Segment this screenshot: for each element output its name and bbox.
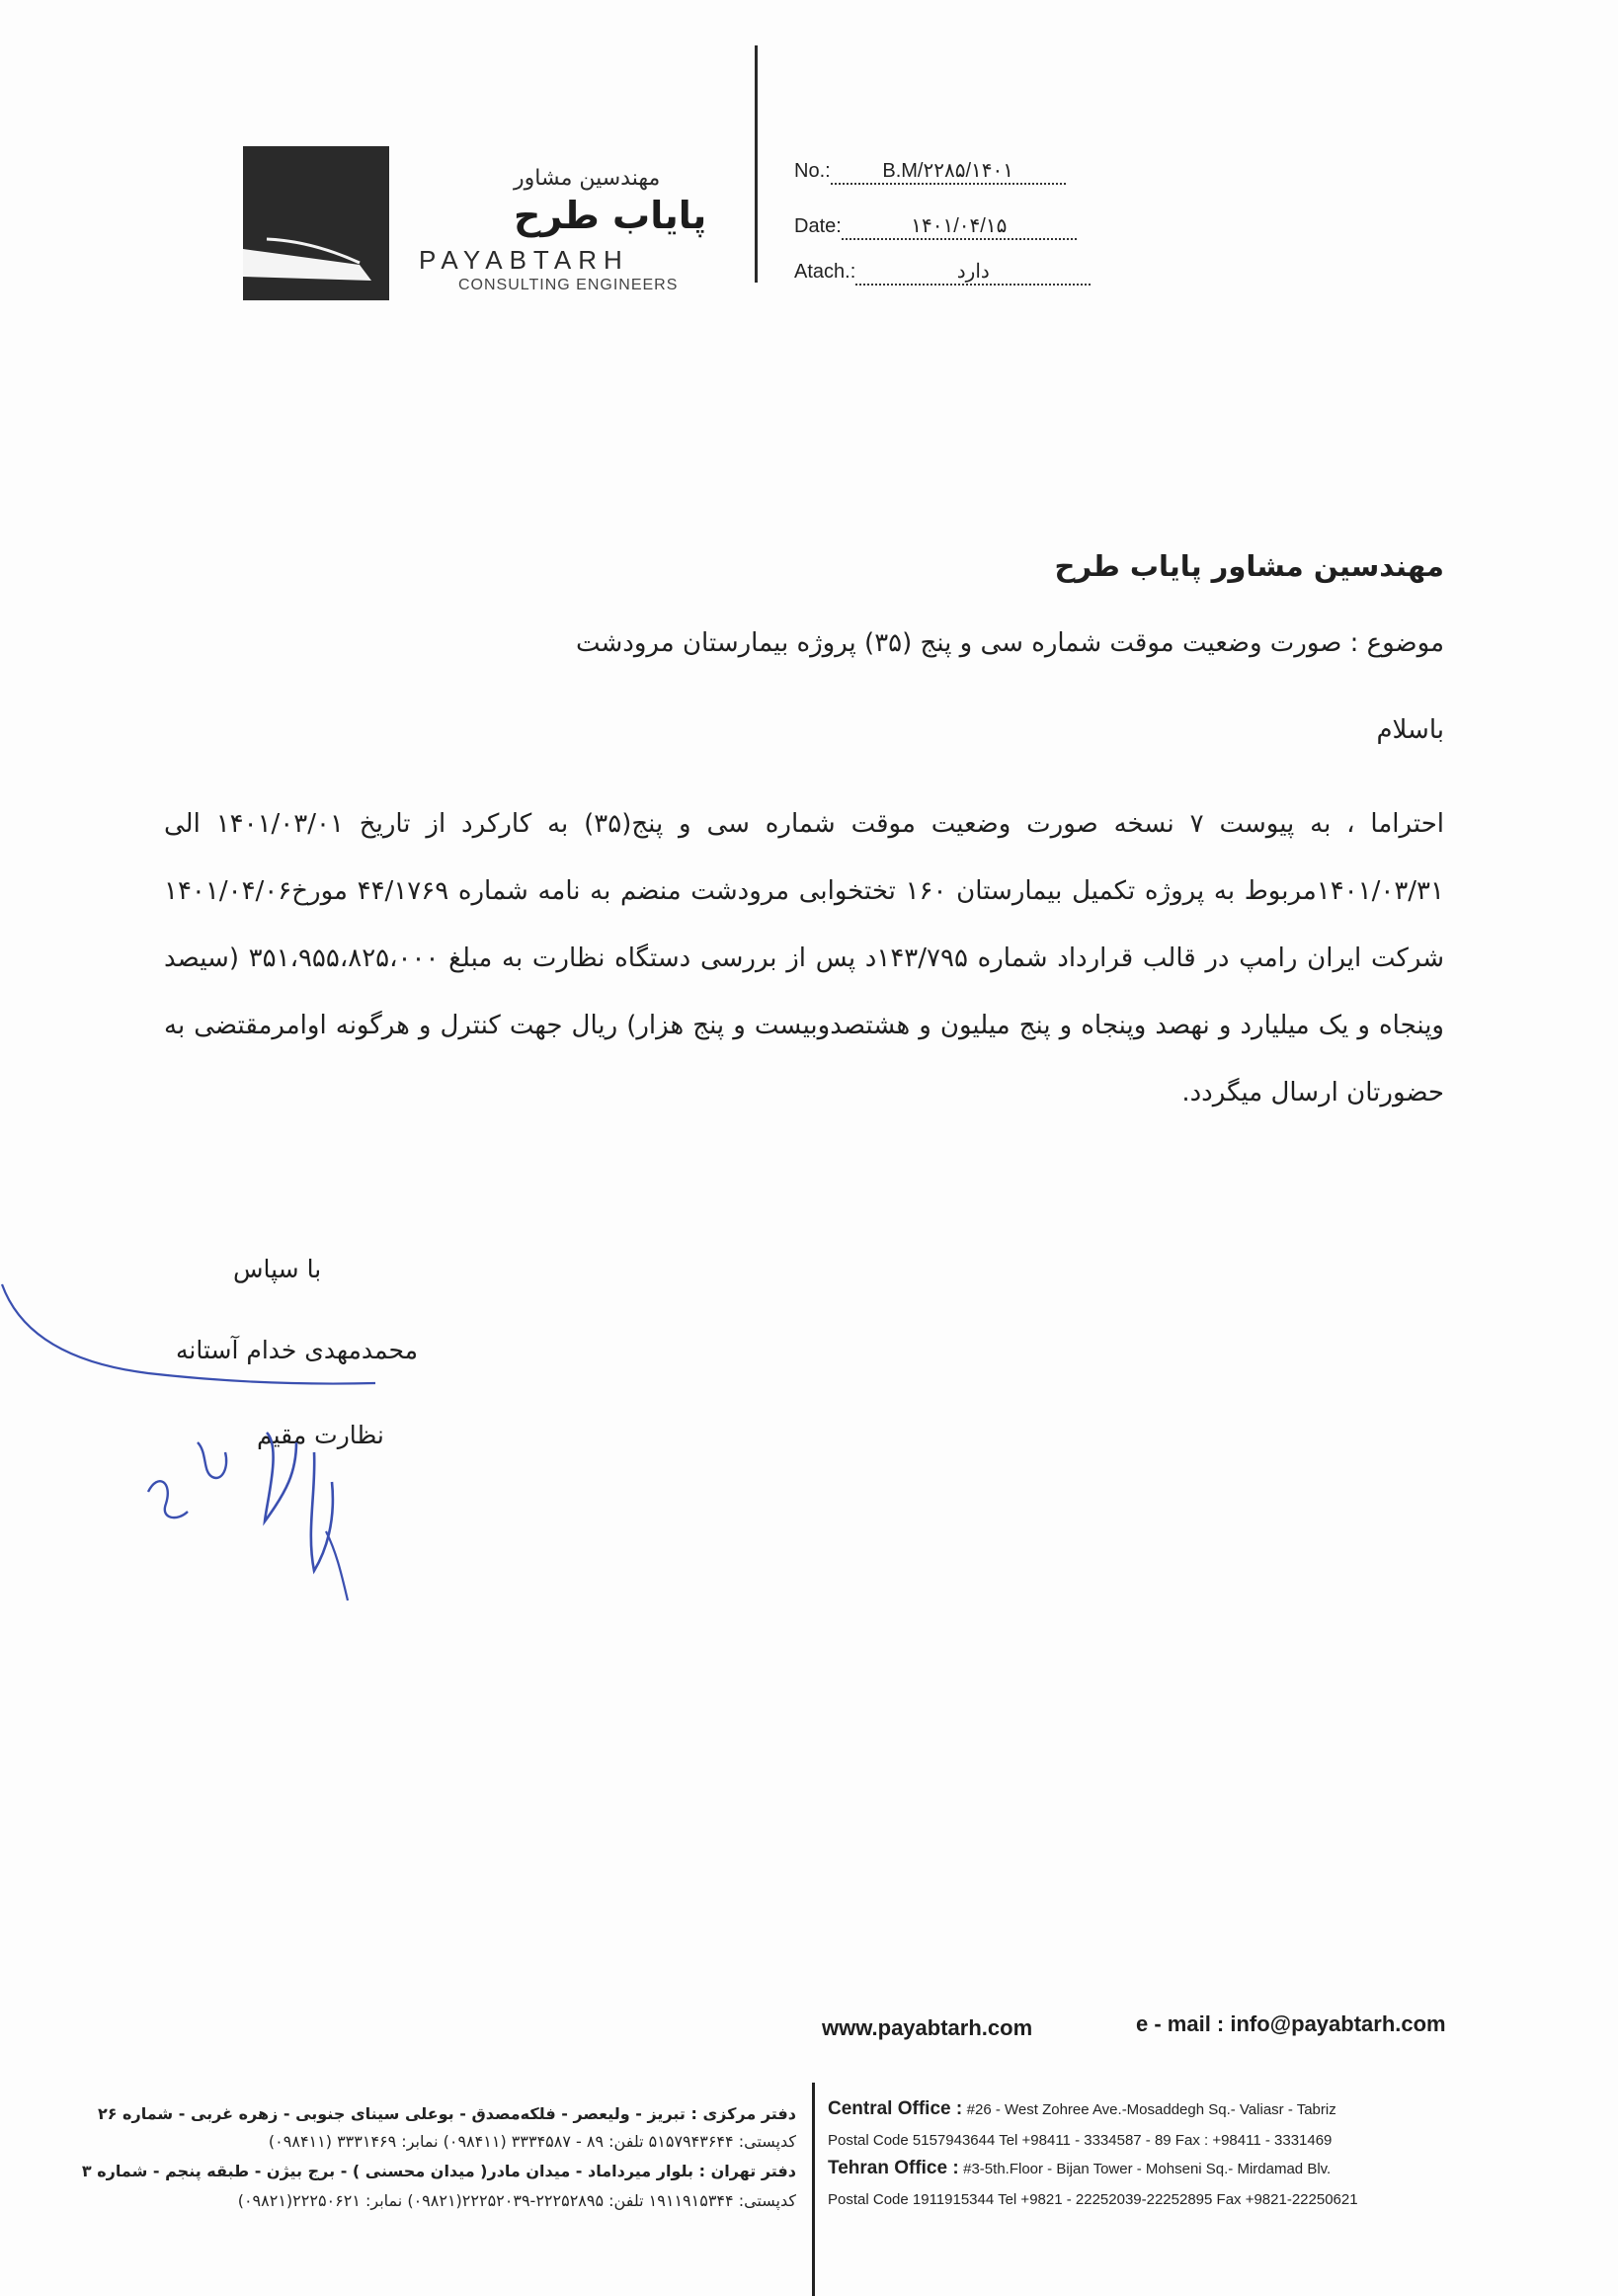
signer-name: محمدمهدی خدام آستانه — [176, 1336, 419, 1364]
central-office-contact-fa: کدپستی: ۵۱۵۷۹۴۳۶۴۴ تلفن: ۸۹ - ۳۳۳۴۵۸۷ (۰۹۸۴۱۱) نمابر: ۳۳۳۱۴۶۹ (۰۹۸۴۱۱) — [268, 2132, 796, 2151]
company-name-fa: پایاب طرح — [514, 194, 707, 237]
greeting: باسلام — [1376, 715, 1444, 745]
central-office-address: #26 - West Zohree Ave.-Mosaddegh Sq.- Valiasr - Tabriz — [966, 2101, 1336, 2118]
company-logo — [243, 146, 389, 300]
tehran-office-contact-fa: کدپستی: ۱۹۱۱۹۱۵۳۴۴ تلفن: ۲۲۲۵۲۸۹۵-۲۲۲۵۲۰۳۹(۰۹۸۲۱) نمابر: ۲۲۲۵۰۶۲۱(۰۹۸۲۱) — [237, 2191, 796, 2210]
tehran-office-address: #3-5th.Floor - Bijan Tower - Mohseni Sq.- Mirdamad Blv. — [963, 2161, 1332, 2177]
tehran-office-fa: دفتر تهران : بلوار میرداماد - میدان مادر( میدان محسنی ) - برج بیژن - طبقه پنجم - شماره ۳ — [81, 2162, 796, 2180]
header-divider — [755, 45, 758, 283]
company-website: www.payabtarh.com — [822, 2015, 1033, 2040]
letter-attachment-value: دارد — [855, 259, 1091, 286]
recipient-heading: مهندسین مشاور پایاب طرح — [1054, 549, 1444, 583]
company-name-en: PAYABTARH — [419, 245, 629, 275]
central-office-en — [828, 2098, 1336, 2120]
letter-date-value: ۱۴۰۱/۰۴/۱۵ — [842, 213, 1077, 240]
letter-date — [794, 213, 1077, 240]
letter-attachment — [794, 259, 1091, 286]
tehran-office-en — [828, 2158, 1331, 2179]
tehran-office-label: Tehran Office : — [828, 2158, 959, 2178]
letter-body: احتراما ، به پیوست ۷ نسخه صورت وضعیت موقت شماره سی و پنج(۳۵) به کارکرد از تاریخ ۱۴۰۱/۰۳/۰۱ الی ۱۴۰۱/۰۳/۳۱مربوط به پروژه تکمیل بیمارستان ۱۶۰ تختخوابی مرودشت منضم به نامه شماره ۴۴/۱۷۶۹ مورخ۱۴۰۱/۰۴/۰۶ شرکت ایران رامپ در قالب قرارداد شماره ۱۴۳/۷۹۵د پس از بررسی دستگاه نظارت به مبلغ ۳۵۱،۹۵۵،۸۲۵،۰۰۰ (سیصد وپنجاه و یک میلیارد و نهصد وپنجاه و پنج میلیون و هشتصدوبیست و پنج هزار) ریال جهت کنترل و هرگونه اوامرمقتضی به حضورتان ارسال میگردد. — [164, 809, 1444, 1107]
letter-number-value: B.M/۲۲۸۵/۱۴۰۱ — [831, 158, 1066, 185]
letter-subject: موضوع : صورت وضعیت موقت شماره سی و پنج (۳۵) پروژه بیمارستان مرودشت — [575, 628, 1444, 658]
tehran-office-postal: Postal Code 1911915344 Tel +9821 - 22252039-22252895 Fax +9821-22250621 — [828, 2191, 1358, 2208]
closing: با سپاس — [233, 1255, 322, 1283]
handwritten-signature — [0, 1274, 415, 1630]
letter-number — [794, 158, 1066, 185]
company-subtitle-en: CONSULTING ENGINEERS — [458, 277, 679, 293]
footer-divider — [812, 2083, 815, 2296]
company-email: e - mail : info@payabtarh.com — [1136, 2011, 1446, 2036]
central-office-label: Central Office : — [828, 2098, 963, 2119]
central-office-postal: Postal Code 5157943644 Tel +98411 - 3334587 - 89 Fax : +98411 - 3331469 — [828, 2132, 1333, 2149]
central-office-fa: دفتر مرکزی : تبریز - ولیعصر - فلکه‌مصدق - بوعلی سینای جنوبی - زهره غربی - شماره ۲۶ — [97, 2104, 796, 2123]
letter-number-label: No.: — [794, 160, 831, 182]
company-tagline-fa: مهندسین مشاور — [514, 166, 661, 191]
letter-date-label: Date: — [794, 215, 842, 237]
signer-role: نظارت مقیم — [257, 1421, 384, 1449]
letter-attachment-label: Atach.: — [794, 261, 856, 283]
